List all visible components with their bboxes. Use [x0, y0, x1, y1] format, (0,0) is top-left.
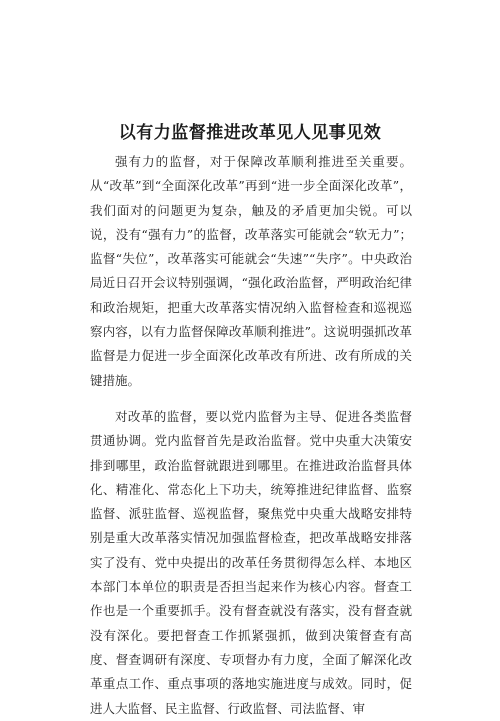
document-title: 以有力监督推进改革见人见事见效 — [118, 123, 382, 143]
document-body — [90, 150, 412, 721]
paragraph-2: 对改革的监督，要以党内监督为主导、促进各类监督贯通协调。党内监督首先是政治监督。党中央重大决策安排到哪里，政治监督就跟进到哪里。在推进政治监督具体化、精准化、常态化上下功夫，统筹推进纪律监督、监察监督、派驻监督、巡视监督，聚焦党中央重大战略安排特别是重大改革落实情况加强监督检查，把改革战略安排落实了没有、党中央提出的改革任务贯彻得怎么样、本地区本部门本单位的职责是否担当起来作为核心内容。督查工作也是一个重要抓手。没有督查就没有落实，没有督查就没有深化。要把督查工作抓紧强抓，做到决策督查有高度、督查调研有深度、专项督办有力度，全面了解深化改革重点工作、重点事项的落地实施进度与成效。同时，促进人大监督、民主监督、行政监督、司法监督、审 — [90, 408, 412, 716]
paragraph-1: 强有力的监督，对于保障改革顺利推进至关重要。从“改革”到“全面深化改革”再到“进一步全面深化改革”，我们面对的问题更为复杂，触及的矛盾更加尖锐。可以说，没有“强有力”的监督，改革落实可能就会“软无力”；监督“失位”，改革落实可能就会“失速”“失序”。中央政治局近日召开会议特别强调，“强化政治监督，严明政治纪律和政治规矩，把重大改革落实情况纳入监督检查和巡视巡察内容，以有力监督保障改革顺利推进”。这说明强抓改革监督是力促进一步全面深化改革改有所进、改有所成的关键措施。 — [90, 154, 412, 388]
